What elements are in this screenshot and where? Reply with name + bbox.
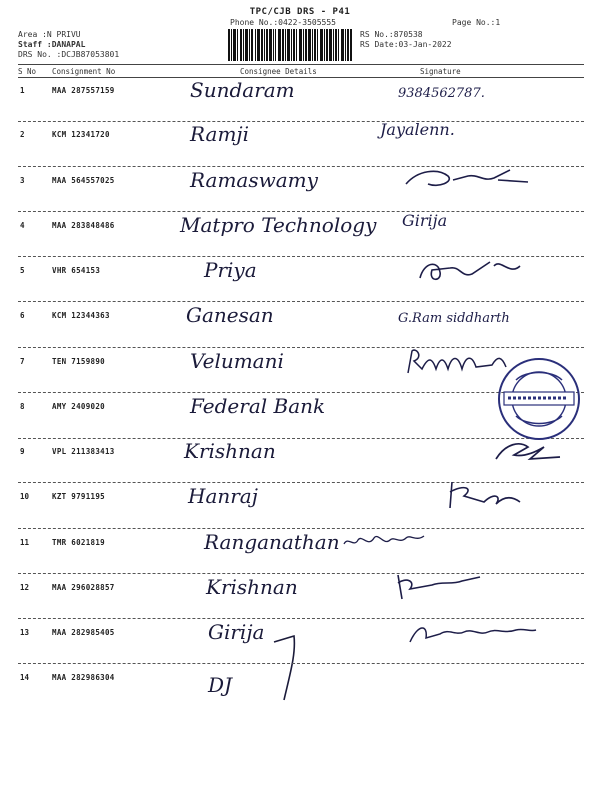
phone-number: Phone No.:0422-3505555 <box>230 18 336 27</box>
row-consignment: KCM 12341720 <box>52 130 110 139</box>
header-rule-bottom <box>18 77 584 78</box>
signature-scribble <box>398 162 538 196</box>
row-sno: 8 <box>20 402 25 411</box>
staff-label: Staff :DANAPAL <box>18 40 86 49</box>
signature-scribble <box>340 524 480 558</box>
row-signature: 9384562787. <box>398 86 485 101</box>
rs-number: RS No.:870538 <box>360 30 423 39</box>
signature-scribble <box>410 252 550 286</box>
row-consignment: MAA 287557159 <box>52 86 115 95</box>
row-consignee: Girija <box>208 620 265 644</box>
col-header-signature: Signature <box>420 67 461 76</box>
document-title: TPC/CJB DRS - P41 <box>249 7 351 17</box>
row-divider <box>18 663 584 664</box>
row-sno: 13 <box>20 628 30 637</box>
drs-number: DRS No. :DCJB87053801 <box>18 50 120 59</box>
row-sno: 12 <box>20 583 30 592</box>
row-consignment: MAA 296028857 <box>52 583 115 592</box>
row-sno: 1 <box>20 86 25 95</box>
row-consignment: KZT 9791195 <box>52 492 105 501</box>
row-sno: 14 <box>20 673 30 682</box>
row-consignee: Ramji <box>190 122 250 146</box>
col-header-consignee: Consignee Details <box>240 67 317 76</box>
row-sno: 2 <box>20 130 25 139</box>
signature-scribble <box>444 478 584 512</box>
col-header-sno: S No <box>18 67 37 76</box>
row-consignment: MAA 282986304 <box>52 673 115 682</box>
row-sno: 3 <box>20 176 25 185</box>
row-consignment: MAA 282985405 <box>52 628 115 637</box>
row-consignee: Matpro Technology <box>180 213 377 237</box>
row-sno: 6 <box>20 311 25 320</box>
row-consignee: Hanraj <box>188 484 258 508</box>
row-consignee: Ganesan <box>186 303 274 327</box>
row-sno: 5 <box>20 266 25 275</box>
row-sno: 9 <box>20 447 25 456</box>
row-consignee: Velumani <box>190 349 284 373</box>
col-header-consignment: Consignment No <box>52 67 116 76</box>
row-consignment: MAA 283848486 <box>52 221 115 230</box>
row-consignment: VHR 654153 <box>52 266 101 275</box>
page-number: Page No.:1 <box>452 18 501 27</box>
row-consignment: KCM 12344363 <box>52 311 110 320</box>
area-label: Area :N PRIVU <box>18 30 81 39</box>
row-consignee: Sundaram <box>190 78 295 102</box>
row-consignee: Federal Bank <box>190 394 326 418</box>
row-sno: 10 <box>20 492 30 501</box>
row-consignment: TMR 6021819 <box>52 538 105 547</box>
row-signature: G.Ram siddharth <box>398 311 510 326</box>
row-consignee: Priya <box>204 258 257 282</box>
row-consignment: VPL 211383413 <box>52 447 115 456</box>
row-divider <box>18 211 584 212</box>
row-consignment: TEN 7159890 <box>52 357 105 366</box>
row-divider <box>18 121 584 122</box>
rs-date: RS Date:03-Jan-2022 <box>360 40 452 49</box>
row-divider <box>18 301 584 302</box>
signature-scribble <box>404 614 544 648</box>
row-consignee: Krishnan <box>184 439 276 463</box>
row-sno: 7 <box>20 357 25 366</box>
table-row <box>0 673 600 731</box>
row-signature: Girija <box>402 211 448 230</box>
row-consignee: DJ <box>208 673 233 697</box>
barcode-icon <box>228 29 352 61</box>
row-consignee: Ramaswamy <box>190 168 318 192</box>
bank-stamp-icon <box>496 356 582 442</box>
row-divider <box>18 528 584 529</box>
signature-scribble <box>392 569 532 603</box>
row-sno: 11 <box>20 538 30 547</box>
header-rule <box>18 64 584 65</box>
row-sno: 4 <box>20 221 25 230</box>
row-consignment: MAA 564557025 <box>52 176 115 185</box>
row-consignee: Krishnan <box>206 575 298 599</box>
row-consignment: AMY 2409020 <box>52 402 105 411</box>
row-consignee: Ranganathan <box>204 530 340 554</box>
row-signature: Jayalenn. <box>380 120 455 139</box>
